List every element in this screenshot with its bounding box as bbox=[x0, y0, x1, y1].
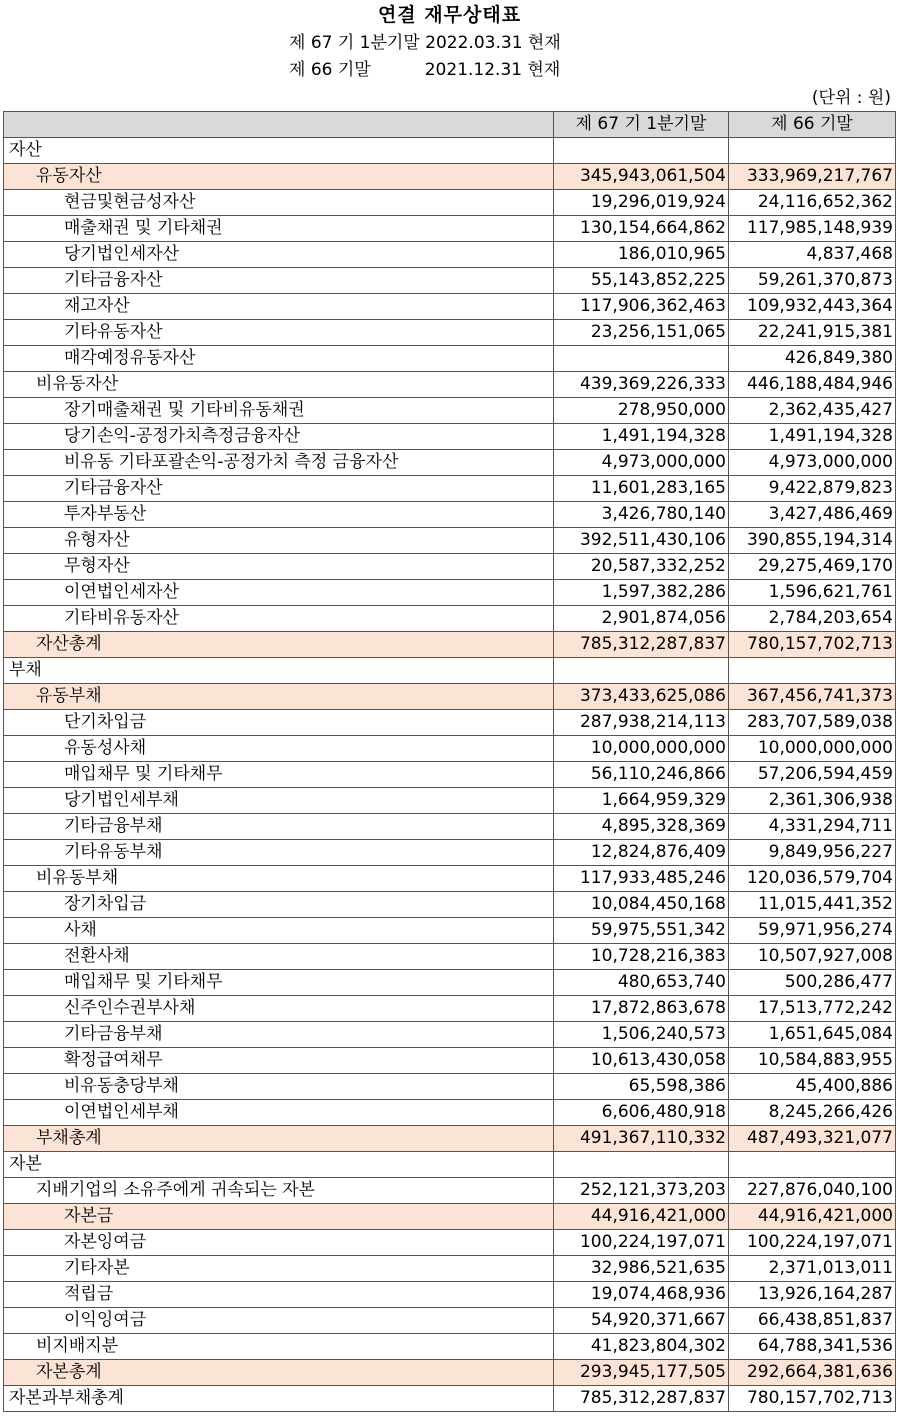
current-period-value bbox=[554, 1152, 729, 1178]
account-label: 매출채권 및 기타채권 bbox=[4, 216, 554, 242]
prior-period-value: 1,651,645,084 bbox=[729, 1022, 896, 1048]
table-row bbox=[4, 216, 896, 242]
table-row bbox=[4, 1126, 896, 1152]
table-row bbox=[4, 294, 896, 320]
prior-period-value: 59,971,956,274 bbox=[729, 918, 896, 944]
current-period-value: 439,369,226,333 bbox=[554, 372, 729, 398]
table-row bbox=[4, 190, 896, 216]
prior-period-value: 2,361,306,938 bbox=[729, 788, 896, 814]
prior-period-value: 4,837,468 bbox=[729, 242, 896, 268]
account-label: 기타금융자산 bbox=[4, 476, 554, 502]
current-period-value bbox=[554, 658, 729, 684]
current-period-value: 19,296,019,924 bbox=[554, 190, 729, 216]
prior-period-value: 1,491,194,328 bbox=[729, 424, 896, 450]
table-row bbox=[4, 398, 896, 424]
table-row bbox=[4, 1048, 896, 1074]
table-row bbox=[4, 1022, 896, 1048]
table-row bbox=[4, 918, 896, 944]
account-label: 자본금 bbox=[4, 1204, 554, 1230]
prior-period-value: 44,916,421,000 bbox=[729, 1204, 896, 1230]
current-period-value: 10,084,450,168 bbox=[554, 892, 729, 918]
table-row bbox=[4, 554, 896, 580]
current-period-value: 252,121,373,203 bbox=[554, 1178, 729, 1204]
prior-period-value: 10,507,927,008 bbox=[729, 944, 896, 970]
account-label: 비유동 기타포괄손익-공정가치 측정 금융자산 bbox=[4, 450, 554, 476]
account-label: 적립금 bbox=[4, 1282, 554, 1308]
prior-period-value: 109,932,443,364 bbox=[729, 294, 896, 320]
current-period-value: 56,110,246,866 bbox=[554, 762, 729, 788]
account-label: 자산총계 bbox=[4, 632, 554, 658]
table-row bbox=[4, 1334, 896, 1360]
prior-period-value: 500,286,477 bbox=[729, 970, 896, 996]
account-label: 확정급여채무 bbox=[4, 1048, 554, 1074]
current-period-value: 1,491,194,328 bbox=[554, 424, 729, 450]
current-period-value: 11,601,283,165 bbox=[554, 476, 729, 502]
table-row bbox=[4, 1204, 896, 1230]
table-row bbox=[4, 814, 896, 840]
prior-period-value: 4,331,294,711 bbox=[729, 814, 896, 840]
current-period-value: 785,312,287,837 bbox=[554, 632, 729, 658]
account-label: 자산 bbox=[4, 138, 554, 164]
current-period-value: 32,986,521,635 bbox=[554, 1256, 729, 1282]
current-period-value: 186,010,965 bbox=[554, 242, 729, 268]
prior-period-value: 8,245,266,426 bbox=[729, 1100, 896, 1126]
table-row bbox=[4, 1256, 896, 1282]
period-prior: 제 66 기말 2021.12.31 현재 bbox=[289, 60, 561, 80]
current-period-value: 10,000,000,000 bbox=[554, 736, 729, 762]
current-period-value: 55,143,852,225 bbox=[554, 268, 729, 294]
current-period-value: 20,587,332,252 bbox=[554, 554, 729, 580]
table-row bbox=[4, 710, 896, 736]
account-label: 매각예정유동자산 bbox=[4, 346, 554, 372]
prior-period-value: 57,206,594,459 bbox=[729, 762, 896, 788]
prior-period-value: 426,849,380 bbox=[729, 346, 896, 372]
table-row bbox=[4, 528, 896, 554]
account-label: 단기차입금 bbox=[4, 710, 554, 736]
unit-label: (단위 : 원) bbox=[811, 88, 891, 108]
current-period-value: 293,945,177,505 bbox=[554, 1360, 729, 1386]
table-row bbox=[4, 892, 896, 918]
current-period-value: 1,597,382,286 bbox=[554, 580, 729, 606]
current-period-value: 10,613,430,058 bbox=[554, 1048, 729, 1074]
account-label: 유형자산 bbox=[4, 528, 554, 554]
table-row bbox=[4, 684, 896, 710]
current-period-value: 785,312,287,837 bbox=[554, 1386, 729, 1412]
prior-period-value: 100,224,197,071 bbox=[729, 1230, 896, 1256]
account-label: 당기법인세자산 bbox=[4, 242, 554, 268]
table-row bbox=[4, 502, 896, 528]
table-row bbox=[4, 1282, 896, 1308]
table-row bbox=[4, 346, 896, 372]
table-row bbox=[4, 320, 896, 346]
current-period-value: 1,506,240,573 bbox=[554, 1022, 729, 1048]
account-label: 자본과부채총계 bbox=[4, 1386, 554, 1412]
current-period-value: 373,433,625,086 bbox=[554, 684, 729, 710]
table-row bbox=[4, 762, 896, 788]
table-header-row bbox=[4, 112, 896, 138]
prior-period-value: 11,015,441,352 bbox=[729, 892, 896, 918]
table-body bbox=[4, 138, 896, 1412]
prior-period-value: 780,157,702,713 bbox=[729, 1386, 896, 1412]
table-row bbox=[4, 476, 896, 502]
table-row bbox=[4, 242, 896, 268]
table-row bbox=[4, 866, 896, 892]
account-label: 신주인수권부사채 bbox=[4, 996, 554, 1022]
prior-period-value: 4,973,000,000 bbox=[729, 450, 896, 476]
account-label: 유동성사채 bbox=[4, 736, 554, 762]
current-period-value: 2,901,874,056 bbox=[554, 606, 729, 632]
account-label: 전환사채 bbox=[4, 944, 554, 970]
current-period-value bbox=[554, 346, 729, 372]
current-period-value: 4,895,328,369 bbox=[554, 814, 729, 840]
prior-period-value: 45,400,886 bbox=[729, 1074, 896, 1100]
account-label: 장기차입금 bbox=[4, 892, 554, 918]
current-period-value: 491,367,110,332 bbox=[554, 1126, 729, 1152]
prior-period-value: 22,241,915,381 bbox=[729, 320, 896, 346]
prior-period-value: 780,157,702,713 bbox=[729, 632, 896, 658]
table-row bbox=[4, 632, 896, 658]
account-label: 비유동자산 bbox=[4, 372, 554, 398]
account-label: 기타금융자산 bbox=[4, 268, 554, 294]
prior-period-value: 10,000,000,000 bbox=[729, 736, 896, 762]
table-row bbox=[4, 1152, 896, 1178]
prior-period-value: 29,275,469,170 bbox=[729, 554, 896, 580]
table-row bbox=[4, 788, 896, 814]
prior-period-value: 59,261,370,873 bbox=[729, 268, 896, 294]
current-period-value: 12,824,876,409 bbox=[554, 840, 729, 866]
current-period-value: 345,943,061,504 bbox=[554, 164, 729, 190]
account-label: 기타유동부채 bbox=[4, 840, 554, 866]
column-header-current: 제 67 기 1분기말 bbox=[554, 112, 729, 138]
prior-period-value bbox=[729, 138, 896, 164]
account-label: 지배기업의 소유주에게 귀속되는 자본 bbox=[4, 1178, 554, 1204]
table-row bbox=[4, 164, 896, 190]
table-row bbox=[4, 268, 896, 294]
prior-period-value: 2,784,203,654 bbox=[729, 606, 896, 632]
current-period-value: 117,933,485,246 bbox=[554, 866, 729, 892]
prior-period-value: 9,422,879,823 bbox=[729, 476, 896, 502]
current-period-value: 3,426,780,140 bbox=[554, 502, 729, 528]
account-label: 부채 bbox=[4, 658, 554, 684]
account-label: 이연법인세부채 bbox=[4, 1100, 554, 1126]
prior-period-value: 367,456,741,373 bbox=[729, 684, 896, 710]
prior-period-value: 390,855,194,314 bbox=[729, 528, 896, 554]
account-label: 이익잉여금 bbox=[4, 1308, 554, 1334]
prior-period-value: 1,596,621,761 bbox=[729, 580, 896, 606]
current-period-value: 1,664,959,329 bbox=[554, 788, 729, 814]
prior-period-value: 2,362,435,427 bbox=[729, 398, 896, 424]
account-label: 당기법인세부채 bbox=[4, 788, 554, 814]
prior-period-value: 487,493,321,077 bbox=[729, 1126, 896, 1152]
prior-period-value: 9,849,956,227 bbox=[729, 840, 896, 866]
account-label: 자본잉여금 bbox=[4, 1230, 554, 1256]
current-period-value: 65,598,386 bbox=[554, 1074, 729, 1100]
account-label: 장기매출채권 및 기타비유동채권 bbox=[4, 398, 554, 424]
prior-period-value: 3,427,486,469 bbox=[729, 502, 896, 528]
current-period-value: 480,653,740 bbox=[554, 970, 729, 996]
prior-period-value: 2,371,013,011 bbox=[729, 1256, 896, 1282]
account-label: 재고자산 bbox=[4, 294, 554, 320]
account-label: 비유동충당부채 bbox=[4, 1074, 554, 1100]
prior-period-value: 333,969,217,767 bbox=[729, 164, 896, 190]
account-label: 부채총계 bbox=[4, 1126, 554, 1152]
account-label: 유동자산 bbox=[4, 164, 554, 190]
account-label: 기타자본 bbox=[4, 1256, 554, 1282]
current-period-value: 278,950,000 bbox=[554, 398, 729, 424]
account-label: 유동부채 bbox=[4, 684, 554, 710]
table-row bbox=[4, 1178, 896, 1204]
account-label: 기타금융부채 bbox=[4, 1022, 554, 1048]
current-period-value: 100,224,197,071 bbox=[554, 1230, 729, 1256]
prior-period-value: 17,513,772,242 bbox=[729, 996, 896, 1022]
statement-title: 연결 재무상태표 bbox=[377, 4, 522, 26]
account-label: 매입채무 및 기타채무 bbox=[4, 762, 554, 788]
account-label: 비지배지분 bbox=[4, 1334, 554, 1360]
prior-period-value: 66,438,851,837 bbox=[729, 1308, 896, 1334]
table-row bbox=[4, 450, 896, 476]
current-period-value: 54,920,371,667 bbox=[554, 1308, 729, 1334]
account-label: 자본총계 bbox=[4, 1360, 554, 1386]
prior-period-value: 64,788,341,536 bbox=[729, 1334, 896, 1360]
table-row bbox=[4, 372, 896, 398]
table-row bbox=[4, 580, 896, 606]
table-row bbox=[4, 970, 896, 996]
account-label: 비유동부채 bbox=[4, 866, 554, 892]
current-period-value: 130,154,664,862 bbox=[554, 216, 729, 242]
table-row bbox=[4, 138, 896, 164]
table-row bbox=[4, 996, 896, 1022]
account-label: 현금및현금성자산 bbox=[4, 190, 554, 216]
table-row bbox=[4, 840, 896, 866]
table-row bbox=[4, 1230, 896, 1256]
prior-period-value: 10,584,883,955 bbox=[729, 1048, 896, 1074]
current-period-value: 23,256,151,065 bbox=[554, 320, 729, 346]
prior-period-value: 292,664,381,636 bbox=[729, 1360, 896, 1386]
prior-period-value: 227,876,040,100 bbox=[729, 1178, 896, 1204]
account-label: 사채 bbox=[4, 918, 554, 944]
account-label: 기타유동자산 bbox=[4, 320, 554, 346]
table-row bbox=[4, 736, 896, 762]
table-row bbox=[4, 944, 896, 970]
prior-period-value: 117,985,148,939 bbox=[729, 216, 896, 242]
current-period-value: 392,511,430,106 bbox=[554, 528, 729, 554]
table-row bbox=[4, 424, 896, 450]
prior-period-value: 283,707,589,038 bbox=[729, 710, 896, 736]
account-label: 매입채무 및 기타채무 bbox=[4, 970, 554, 996]
prior-period-value: 120,036,579,704 bbox=[729, 866, 896, 892]
table-row bbox=[4, 1074, 896, 1100]
account-label: 당기손익-공정가치측정금융자산 bbox=[4, 424, 554, 450]
column-header-prior: 제 66 기말 bbox=[729, 112, 896, 138]
table-row bbox=[4, 658, 896, 684]
table-row bbox=[4, 1100, 896, 1126]
prior-period-value bbox=[729, 1152, 896, 1178]
account-label: 기타비유동자산 bbox=[4, 606, 554, 632]
current-period-value: 59,975,551,342 bbox=[554, 918, 729, 944]
table-row bbox=[4, 606, 896, 632]
account-label: 기타금융부채 bbox=[4, 814, 554, 840]
prior-period-value: 446,188,484,946 bbox=[729, 372, 896, 398]
period-current: 제 67 기 1분기말 2022.03.31 현재 bbox=[289, 33, 561, 53]
balance-sheet-table bbox=[3, 111, 896, 1412]
account-label: 무형자산 bbox=[4, 554, 554, 580]
current-period-value: 44,916,421,000 bbox=[554, 1204, 729, 1230]
prior-period-value: 24,116,652,362 bbox=[729, 190, 896, 216]
current-period-value: 19,074,468,936 bbox=[554, 1282, 729, 1308]
current-period-value: 41,823,804,302 bbox=[554, 1334, 729, 1360]
current-period-value: 6,606,480,918 bbox=[554, 1100, 729, 1126]
table-row bbox=[4, 1386, 896, 1412]
column-header-account bbox=[4, 112, 554, 138]
table-row bbox=[4, 1308, 896, 1334]
current-period-value: 4,973,000,000 bbox=[554, 450, 729, 476]
current-period-value bbox=[554, 138, 729, 164]
account-label: 이연법인세자산 bbox=[4, 580, 554, 606]
current-period-value: 287,938,214,113 bbox=[554, 710, 729, 736]
prior-period-value bbox=[729, 658, 896, 684]
table-row bbox=[4, 1360, 896, 1386]
current-period-value: 10,728,216,383 bbox=[554, 944, 729, 970]
account-label: 자본 bbox=[4, 1152, 554, 1178]
prior-period-value: 13,926,164,287 bbox=[729, 1282, 896, 1308]
account-label: 투자부동산 bbox=[4, 502, 554, 528]
current-period-value: 117,906,362,463 bbox=[554, 294, 729, 320]
current-period-value: 17,872,863,678 bbox=[554, 996, 729, 1022]
